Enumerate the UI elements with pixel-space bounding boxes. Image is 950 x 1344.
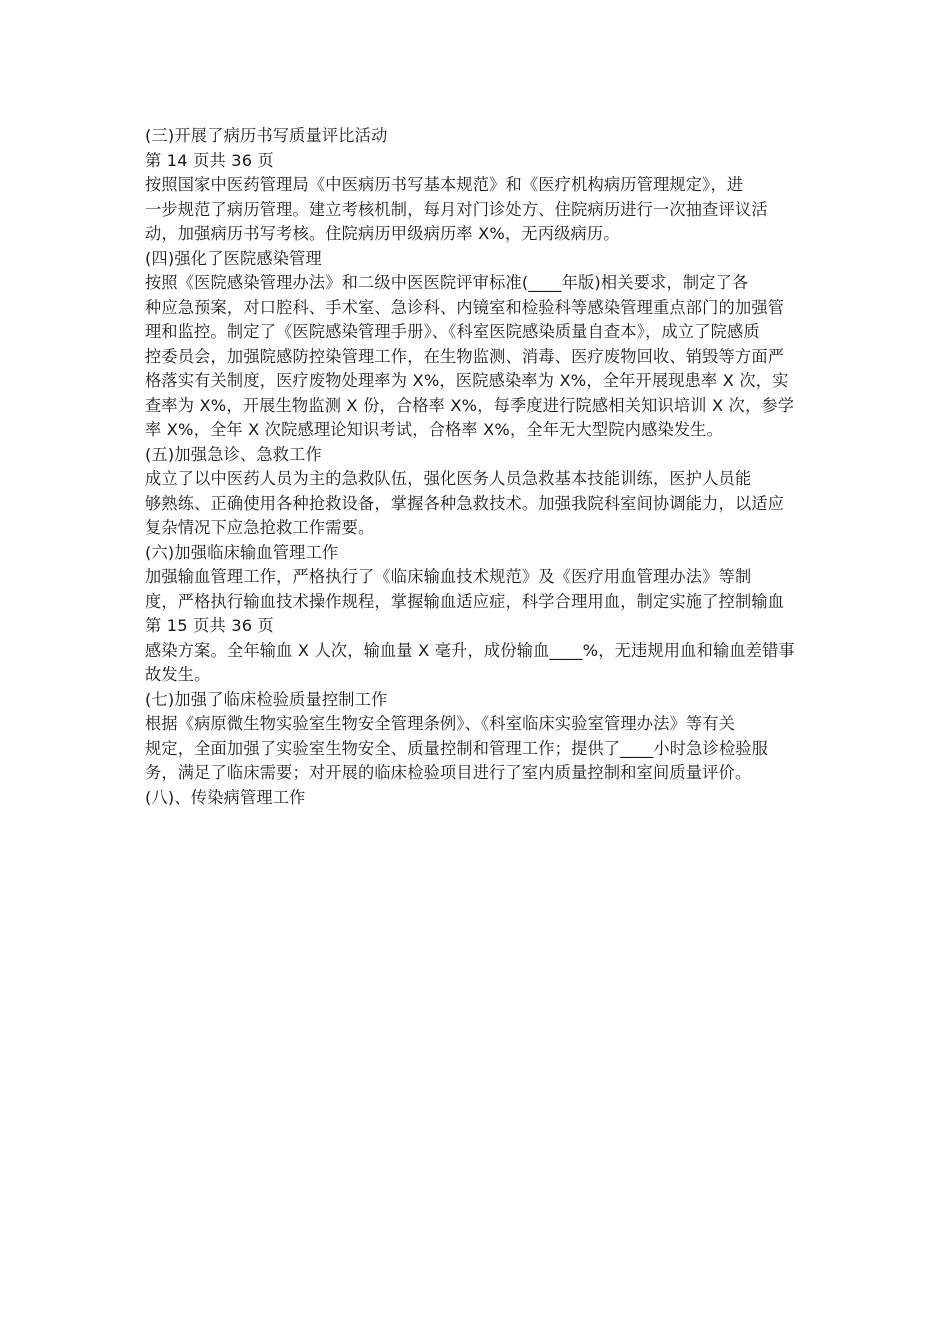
paragraph-line: 一步规范了病历管理。建立考核机制，每月对门诊处方、住院病历进行一次抽查评议活 (145, 199, 768, 219)
paragraph-line: 规定，全面加强了实验室生物安全、质量控制和管理工作；提供了____小时急诊检验服 (145, 738, 769, 758)
paragraph-line: 种应急预案，对口腔科、手术室、急诊科、内镜室和检验科等感染管理重点部门的加强管 (145, 297, 785, 317)
section-heading-8: (八)、传染病管理工作 (145, 787, 306, 807)
document-body (145, 124, 810, 810)
section-heading-3: (三)开展了病历书写质量评比活动 (145, 126, 388, 145)
paragraph-line: 格落实有关制度，医疗废物处理率为 X%，医院感染率为 X%，全年开展现患率 X 次，实 (145, 371, 789, 390)
section-heading-5: (五)加强急诊、急救工作 (145, 444, 322, 464)
paragraph-line: 成立了以中医药人员为主的急救队伍，强化医务人员急救基本技能训练，医护人员能 (145, 469, 752, 488)
paragraph-line: 故发生。 (145, 665, 211, 684)
page-number: 第 14 页共 36 页 (145, 150, 274, 170)
paragraph-line: 够熟练、正确使用各种抢救设备，掌握各种急救技术。加强我院科室间协调能力，以适应 (145, 493, 785, 513)
paragraph-line: 复杂情况下应急抢救工作需要。 (145, 518, 375, 537)
paragraph-line: 加强输血管理工作，严格执行了《临床输血技术规范》及《医疗用血管理办法》等制 (145, 567, 752, 586)
paragraph-line: 率 X%，全年 X 次院感理论知识考试，合格率 X%，全年无大型院内感染发生。 (145, 420, 724, 439)
paragraph-line: 理和监控。制定了《医院感染管理手册》、《科室医院感染质量自查本》，成立了院感质 (145, 322, 760, 341)
paragraph-line: 按照国家中医药管理局《中医病历书写基本规范》和《医疗机构病历管理规定》，进 (145, 175, 744, 194)
paragraph-line: 度，严格执行输血技术操作规程，掌握输血适应症，科学合理用血，制定实施了控制输血 (145, 591, 785, 611)
paragraph-line: 按照《医院感染管理办法》和二级中医医院评审标准(____年版)相关要求，制定了各 (145, 273, 749, 292)
paragraph-line: 控委员会，加强院感防控染管理工作，在生物监测、消毒、医疗废物回收、销毁等方面严 (145, 346, 785, 366)
paragraph-line: 查率为 X%，开展生物监测 X 份，合格率 X%，每季度进行院感相关知识培训 X 次，参学 (145, 395, 795, 415)
paragraph-line: 根据《病原微生物实验室生物安全管理条例》、《科室临床实验室管理办法》等有关 (145, 714, 736, 733)
section-heading-7: (七)加强了临床检验质量控制工作 (145, 689, 388, 709)
paragraph-line: 动，加强病历书写考核。住院病历甲级病历率 X%，无丙级病历。 (145, 224, 620, 243)
section-heading-6: (六)加强临床输血管理工作 (145, 542, 339, 562)
paragraph-line: 感染方案。全年输血 X 人次，输血量 X 毫升，成份输血____%，无违规用血和输血差错事 (145, 640, 795, 660)
paragraph-line: 务，满足了临床需要；对开展的临床检验项目进行了室内质量控制和室间质量评价。 (145, 763, 752, 782)
page-number: 第 15 页共 36 页 (145, 616, 274, 635)
section-heading-4: (四)强化了医院感染管理 (145, 248, 322, 268)
